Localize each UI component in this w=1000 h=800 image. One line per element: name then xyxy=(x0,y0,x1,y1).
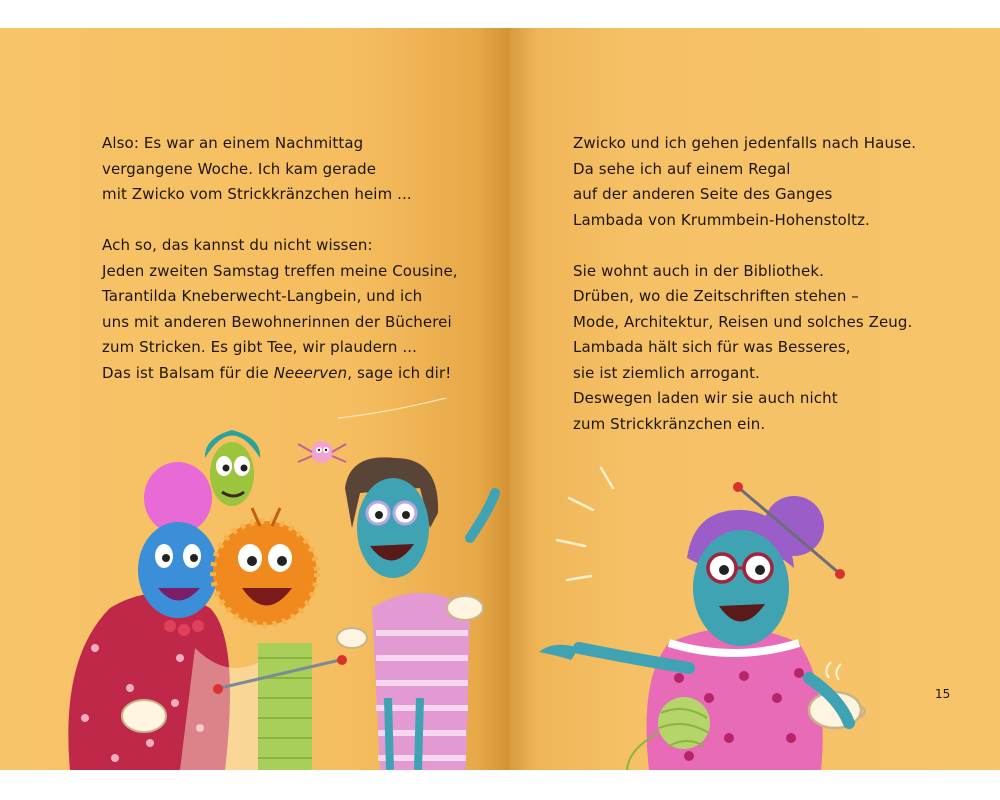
spider-mascot-icon xyxy=(298,441,346,463)
text-line: Lambada hält sich für was Besseres, xyxy=(573,338,851,356)
teacup-icon xyxy=(447,596,483,620)
text-line: Sie wohnt auch in der Bibliothek. xyxy=(573,261,825,280)
text-line: zum Stricken. Es gibt Tee, wir plaudern ... xyxy=(102,338,417,356)
teacup-icon xyxy=(337,628,367,648)
text-line-with-emphasis xyxy=(102,361,458,387)
knitting-group-illustration xyxy=(0,398,509,770)
lambada-illustration xyxy=(509,448,1000,770)
text-line: Also: Es war an einem Nachmittag xyxy=(102,134,364,152)
text-line: Da sehe ich auf einem Regal xyxy=(573,159,791,178)
paragraph-gap xyxy=(102,208,458,234)
green-character xyxy=(205,430,260,506)
text-segment: , sage ich dir! xyxy=(347,363,452,382)
page-number: 15 xyxy=(935,687,951,701)
right-page xyxy=(509,28,1000,770)
text-line: Tarantilda Kneberwecht-Langbein, und ich xyxy=(102,287,423,305)
paragraph-gap xyxy=(573,233,916,259)
text-line: Mode, Architektur, Reisen und solches Zeug. xyxy=(573,312,913,331)
text-line: Ach so, das kannst du nicht wissen: xyxy=(102,236,373,254)
text-line: zum Strickkränzchen ein. xyxy=(573,414,766,433)
text-line: Lambada von Krummbein-Hohenstoltz. xyxy=(573,210,870,229)
book-spread xyxy=(0,28,1000,770)
right-page-text xyxy=(573,131,916,437)
text-line: auf der anderen Seite des Ganges xyxy=(573,185,833,203)
text-line: sie ist ziemlich arrogant. xyxy=(573,363,760,382)
text-line: Drüben, wo die Zeitschriften stehen – xyxy=(573,287,859,305)
text-line: Zwicko und ich gehen jedenfalls nach Hause. xyxy=(573,134,917,152)
teal-character-bob-hair xyxy=(345,457,495,770)
left-page-text xyxy=(102,131,458,386)
text-line: Deswegen laden wir sie auch nicht xyxy=(573,389,838,407)
text-line: uns mit anderen Bewohnerinnen der Bücherei xyxy=(102,312,452,331)
text-line: vergangene Woche. Ich kam gerade xyxy=(102,159,377,178)
text-segment: Das ist Balsam für die xyxy=(102,363,274,382)
text-line: mit Zwicko vom Strickkränzchen heim ... xyxy=(102,185,412,203)
text-line: Jeden zweiten Samstag treffen meine Cousine, xyxy=(102,261,458,280)
left-page xyxy=(0,28,509,770)
emphasis-word: Neeerven xyxy=(273,363,348,382)
